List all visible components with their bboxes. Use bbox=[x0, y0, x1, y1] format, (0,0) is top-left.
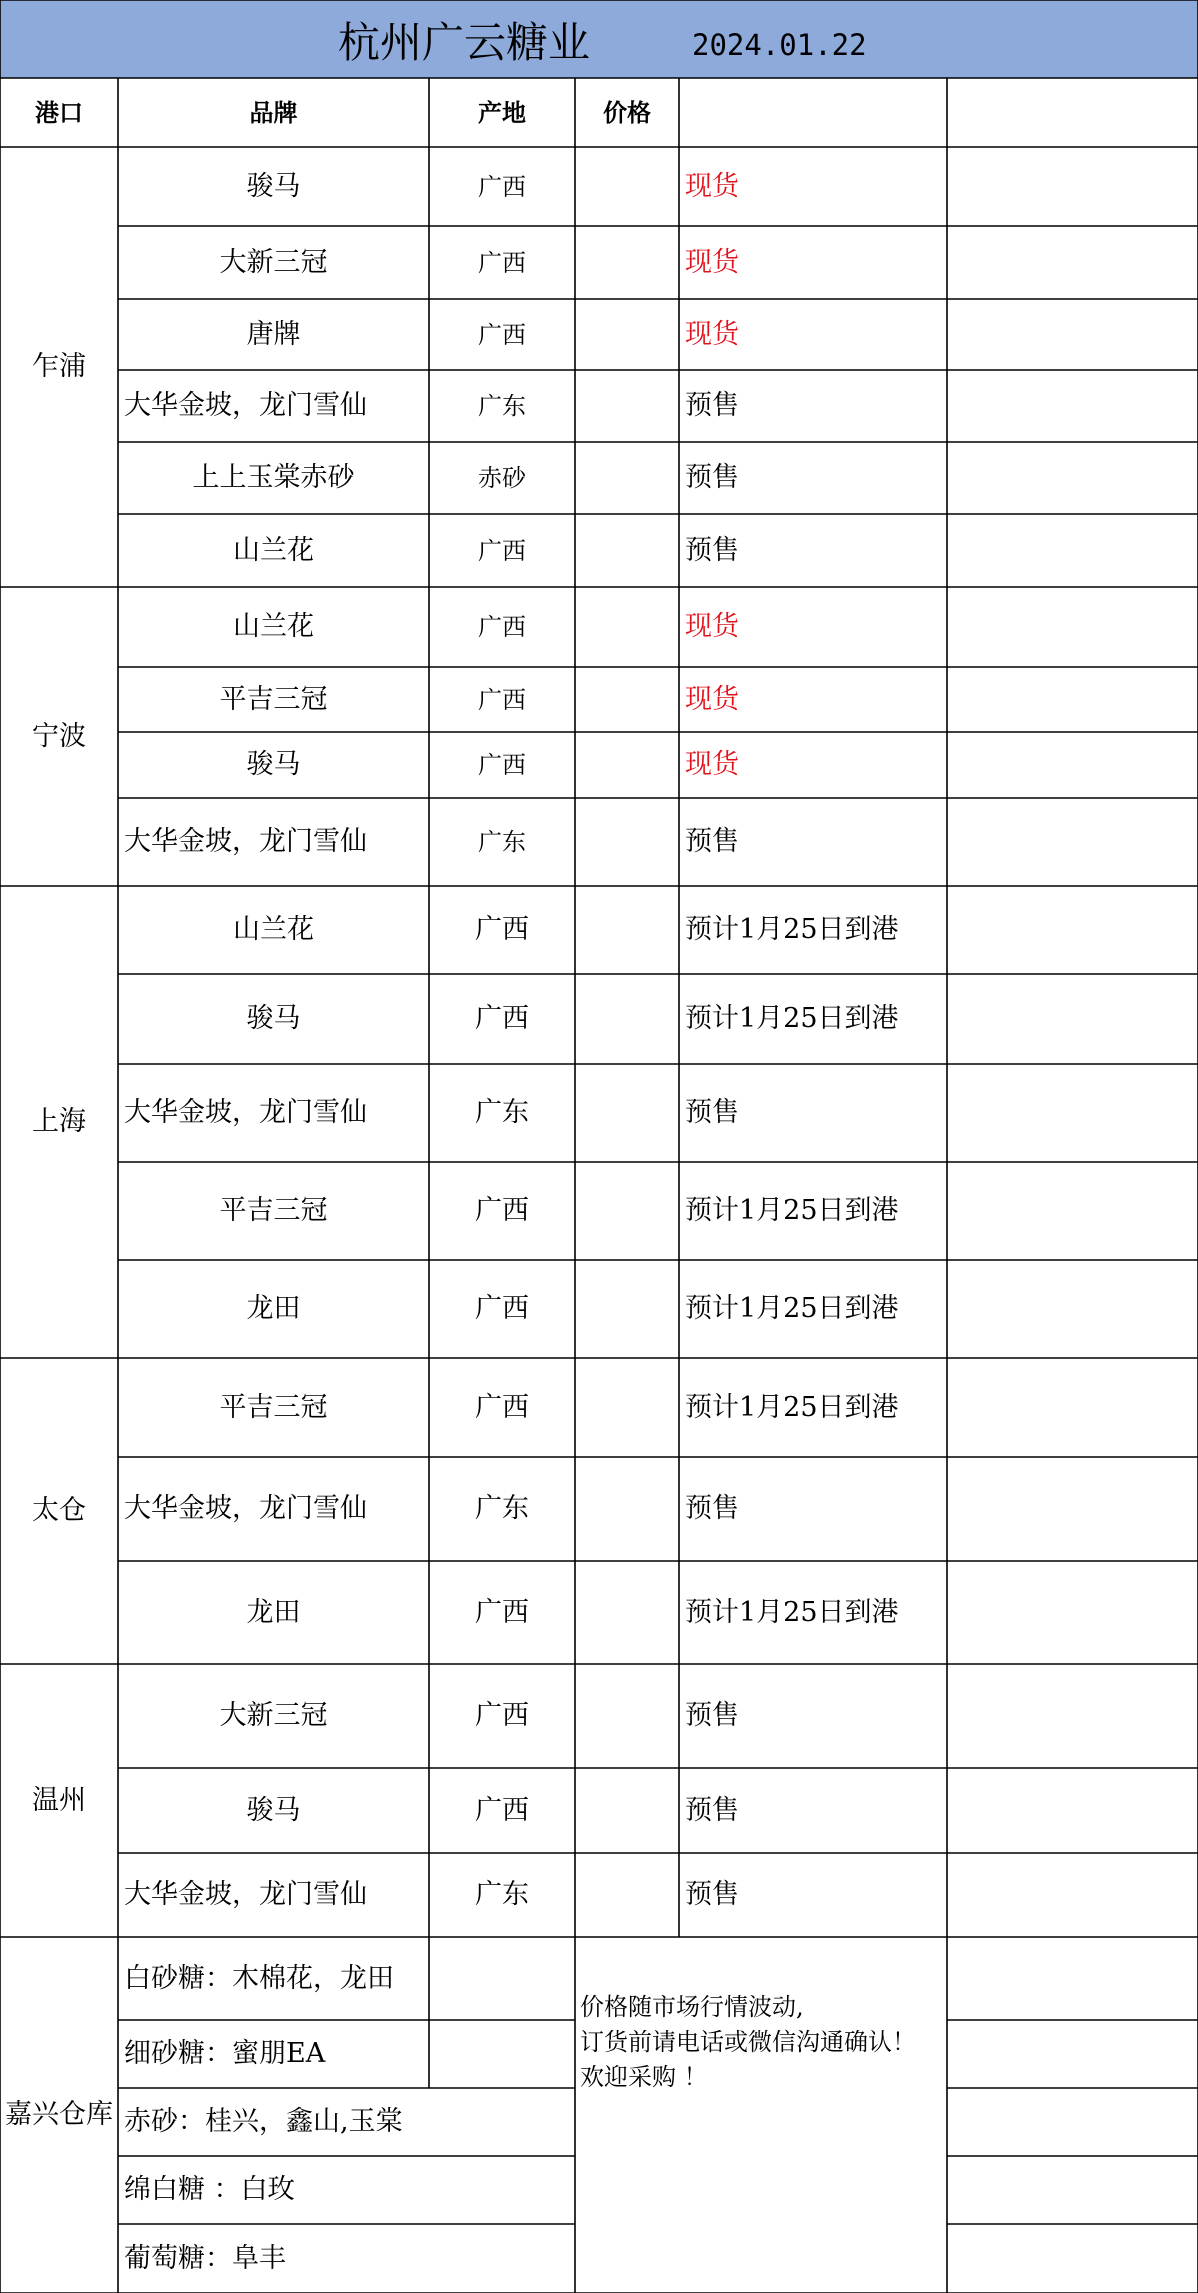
brand-cell: 骏马 bbox=[246, 1794, 301, 1826]
status-cell: 预计1月25日到港 bbox=[685, 1596, 899, 1628]
origin-cell: 广西 bbox=[475, 1700, 529, 1732]
brand-cell: 平吉三冠 bbox=[219, 1391, 328, 1423]
origin-cell: 广西 bbox=[475, 1293, 529, 1325]
brand-cell: 骏马 bbox=[246, 170, 301, 202]
origin-cell: 广东 bbox=[478, 828, 526, 856]
warehouse-item: 白砂糖：木棉花，龙田 bbox=[124, 1962, 394, 1994]
brand-cell: 骏马 bbox=[246, 749, 301, 781]
brand-cell: 大华金坡，龙门雪仙 bbox=[124, 1493, 367, 1525]
status-cell: 预售 bbox=[685, 1879, 739, 1911]
header-cell: 品牌 bbox=[249, 97, 298, 127]
port-name: 宁波 bbox=[32, 720, 86, 752]
blank-cell bbox=[947, 1358, 1198, 1457]
price-cell bbox=[575, 1561, 679, 1664]
port-name: 乍浦 bbox=[32, 351, 86, 383]
brand-cell: 大新三冠 bbox=[219, 246, 328, 278]
price-cell bbox=[575, 1260, 679, 1358]
price-cell bbox=[575, 514, 679, 587]
origin-cell: 广东 bbox=[478, 392, 526, 420]
status-cell: 现货 bbox=[685, 246, 739, 278]
blank-cell bbox=[947, 732, 1198, 798]
status-cell: 预售 bbox=[685, 1794, 739, 1826]
warehouse-item: 赤砂：桂兴，鑫山,玉棠 bbox=[124, 2106, 403, 2138]
header-cell bbox=[679, 78, 947, 147]
brand-cell: 大华金坡，龙门雪仙 bbox=[124, 826, 367, 858]
origin-cell: 广东 bbox=[475, 1493, 529, 1525]
blank-cell bbox=[947, 798, 1198, 886]
blank-cell bbox=[947, 587, 1198, 667]
price-note bbox=[580, 1990, 950, 2094]
blank-cell bbox=[947, 147, 1198, 226]
price-cell bbox=[575, 587, 679, 667]
brand-cell: 上上玉棠赤砂 bbox=[192, 462, 355, 494]
port-name: 上海 bbox=[32, 1106, 86, 1138]
header-cell: 产地 bbox=[478, 97, 526, 127]
warehouse-name: 嘉兴仓库 bbox=[5, 2099, 113, 2131]
status-cell: 预计1月25日到港 bbox=[685, 914, 899, 946]
header-cell: 港口 bbox=[35, 97, 83, 127]
price-cell bbox=[575, 667, 679, 732]
status-cell: 预售 bbox=[685, 1700, 739, 1732]
price-cell bbox=[575, 974, 679, 1064]
origin-cell: 广西 bbox=[478, 751, 526, 779]
brand-cell: 骏马 bbox=[246, 1003, 301, 1035]
price-cell bbox=[575, 886, 679, 974]
brand-cell: 大华金坡，龙门雪仙 bbox=[124, 1879, 367, 1911]
origin-cell: 广西 bbox=[478, 320, 526, 349]
price-cell bbox=[575, 442, 679, 514]
origin-cell: 广西 bbox=[475, 914, 529, 946]
brand-cell: 龙田 bbox=[246, 1596, 301, 1628]
blank-cell bbox=[947, 1768, 1198, 1853]
blank-cell bbox=[947, 886, 1198, 974]
note-line: 欢迎采购 ！ bbox=[580, 2062, 708, 2091]
header-cell bbox=[947, 78, 1198, 147]
status-cell: 预售 bbox=[685, 1097, 739, 1129]
origin-cell: 广西 bbox=[478, 248, 526, 277]
price-cell bbox=[575, 1162, 679, 1260]
warehouse-item: 细砂糖：蜜朋EA bbox=[124, 2038, 326, 2070]
price-cell bbox=[575, 1358, 679, 1457]
status-cell: 预计1月25日到港 bbox=[685, 1195, 899, 1227]
price-cell bbox=[575, 1457, 679, 1561]
blank-cell bbox=[947, 299, 1198, 370]
blank-cell bbox=[947, 370, 1198, 442]
origin-cell: 广西 bbox=[478, 613, 526, 641]
blank-cell bbox=[947, 1853, 1198, 1937]
price-cell bbox=[575, 226, 679, 299]
origin-cell: 广西 bbox=[475, 1391, 529, 1423]
status-cell: 现货 bbox=[685, 318, 739, 350]
note-line: 价格随市场行情波动, bbox=[580, 1993, 804, 2021]
blank-cell bbox=[947, 1561, 1198, 1664]
blank-cell bbox=[947, 226, 1198, 299]
status-cell: 现货 bbox=[685, 170, 739, 202]
price-cell bbox=[575, 299, 679, 370]
status-cell: 现货 bbox=[685, 611, 739, 643]
origin-cell: 广东 bbox=[475, 1097, 529, 1129]
status-cell: 预售 bbox=[685, 462, 739, 494]
origin-cell: 赤砂 bbox=[478, 464, 526, 492]
price-cell bbox=[575, 732, 679, 798]
price-cell bbox=[575, 1064, 679, 1162]
origin-cell: 广西 bbox=[478, 536, 526, 565]
sheet-date: 2024.01.22 bbox=[692, 28, 867, 62]
blank-cell bbox=[947, 1064, 1198, 1162]
brand-cell: 大华金坡，龙门雪仙 bbox=[124, 390, 367, 422]
blank-cell bbox=[947, 667, 1198, 732]
price-cell bbox=[575, 370, 679, 442]
status-cell: 预售 bbox=[685, 390, 739, 422]
origin-cell: 广西 bbox=[475, 1596, 529, 1628]
brand-cell: 大新三冠 bbox=[219, 1700, 328, 1732]
note-line: 订货前请电话或微信沟通确认！ bbox=[580, 2027, 916, 2056]
blank-cell bbox=[947, 1457, 1198, 1561]
status-cell: 预售 bbox=[685, 826, 739, 858]
price-cell bbox=[575, 147, 679, 226]
status-cell: 预计1月25日到港 bbox=[685, 1003, 899, 1035]
status-cell: 预售 bbox=[685, 1493, 739, 1525]
brand-cell: 平吉三冠 bbox=[219, 1195, 328, 1227]
status-cell: 预售 bbox=[685, 534, 739, 566]
brand-cell: 大华金坡，龙门雪仙 bbox=[124, 1097, 367, 1129]
origin-cell: 广西 bbox=[475, 1195, 529, 1227]
header-cell: 价格 bbox=[603, 97, 651, 127]
origin-cell: 广西 bbox=[478, 685, 526, 714]
warehouse-item: 葡萄糖：阜丰 bbox=[124, 2242, 286, 2274]
blank-cell bbox=[947, 514, 1198, 587]
blank-cell bbox=[947, 1664, 1198, 1768]
status-cell: 预计1月25日到港 bbox=[685, 1391, 899, 1423]
brand-cell: 龙田 bbox=[246, 1293, 301, 1325]
brand-cell: 唐牌 bbox=[246, 318, 301, 350]
origin-cell: 广东 bbox=[475, 1879, 529, 1911]
price-cell bbox=[575, 1853, 679, 1937]
blank-cell bbox=[947, 1162, 1198, 1260]
warehouse-item: 绵白糖 ：白玫 bbox=[124, 2174, 295, 2206]
origin-cell: 广西 bbox=[478, 172, 526, 201]
price-cell bbox=[575, 798, 679, 886]
status-cell: 预计1月25日到港 bbox=[685, 1293, 899, 1325]
blank-cell bbox=[947, 442, 1198, 514]
brand-cell: 山兰花 bbox=[233, 534, 314, 566]
brand-cell: 山兰花 bbox=[233, 611, 314, 643]
port-name: 太仓 bbox=[32, 1495, 86, 1527]
brand-cell: 平吉三冠 bbox=[219, 683, 328, 715]
status-cell: 现货 bbox=[685, 749, 739, 781]
brand-cell: 山兰花 bbox=[233, 914, 314, 946]
price-cell bbox=[575, 1664, 679, 1768]
price-cell bbox=[575, 1768, 679, 1853]
status-cell: 现货 bbox=[685, 683, 739, 715]
port-name: 温州 bbox=[32, 1784, 86, 1816]
sheet-title: 杭州广云糖业 bbox=[338, 18, 591, 67]
blank-cell bbox=[947, 974, 1198, 1064]
blank-cell bbox=[947, 1260, 1198, 1358]
origin-cell: 广西 bbox=[475, 1003, 529, 1035]
origin-cell: 广西 bbox=[475, 1794, 529, 1826]
